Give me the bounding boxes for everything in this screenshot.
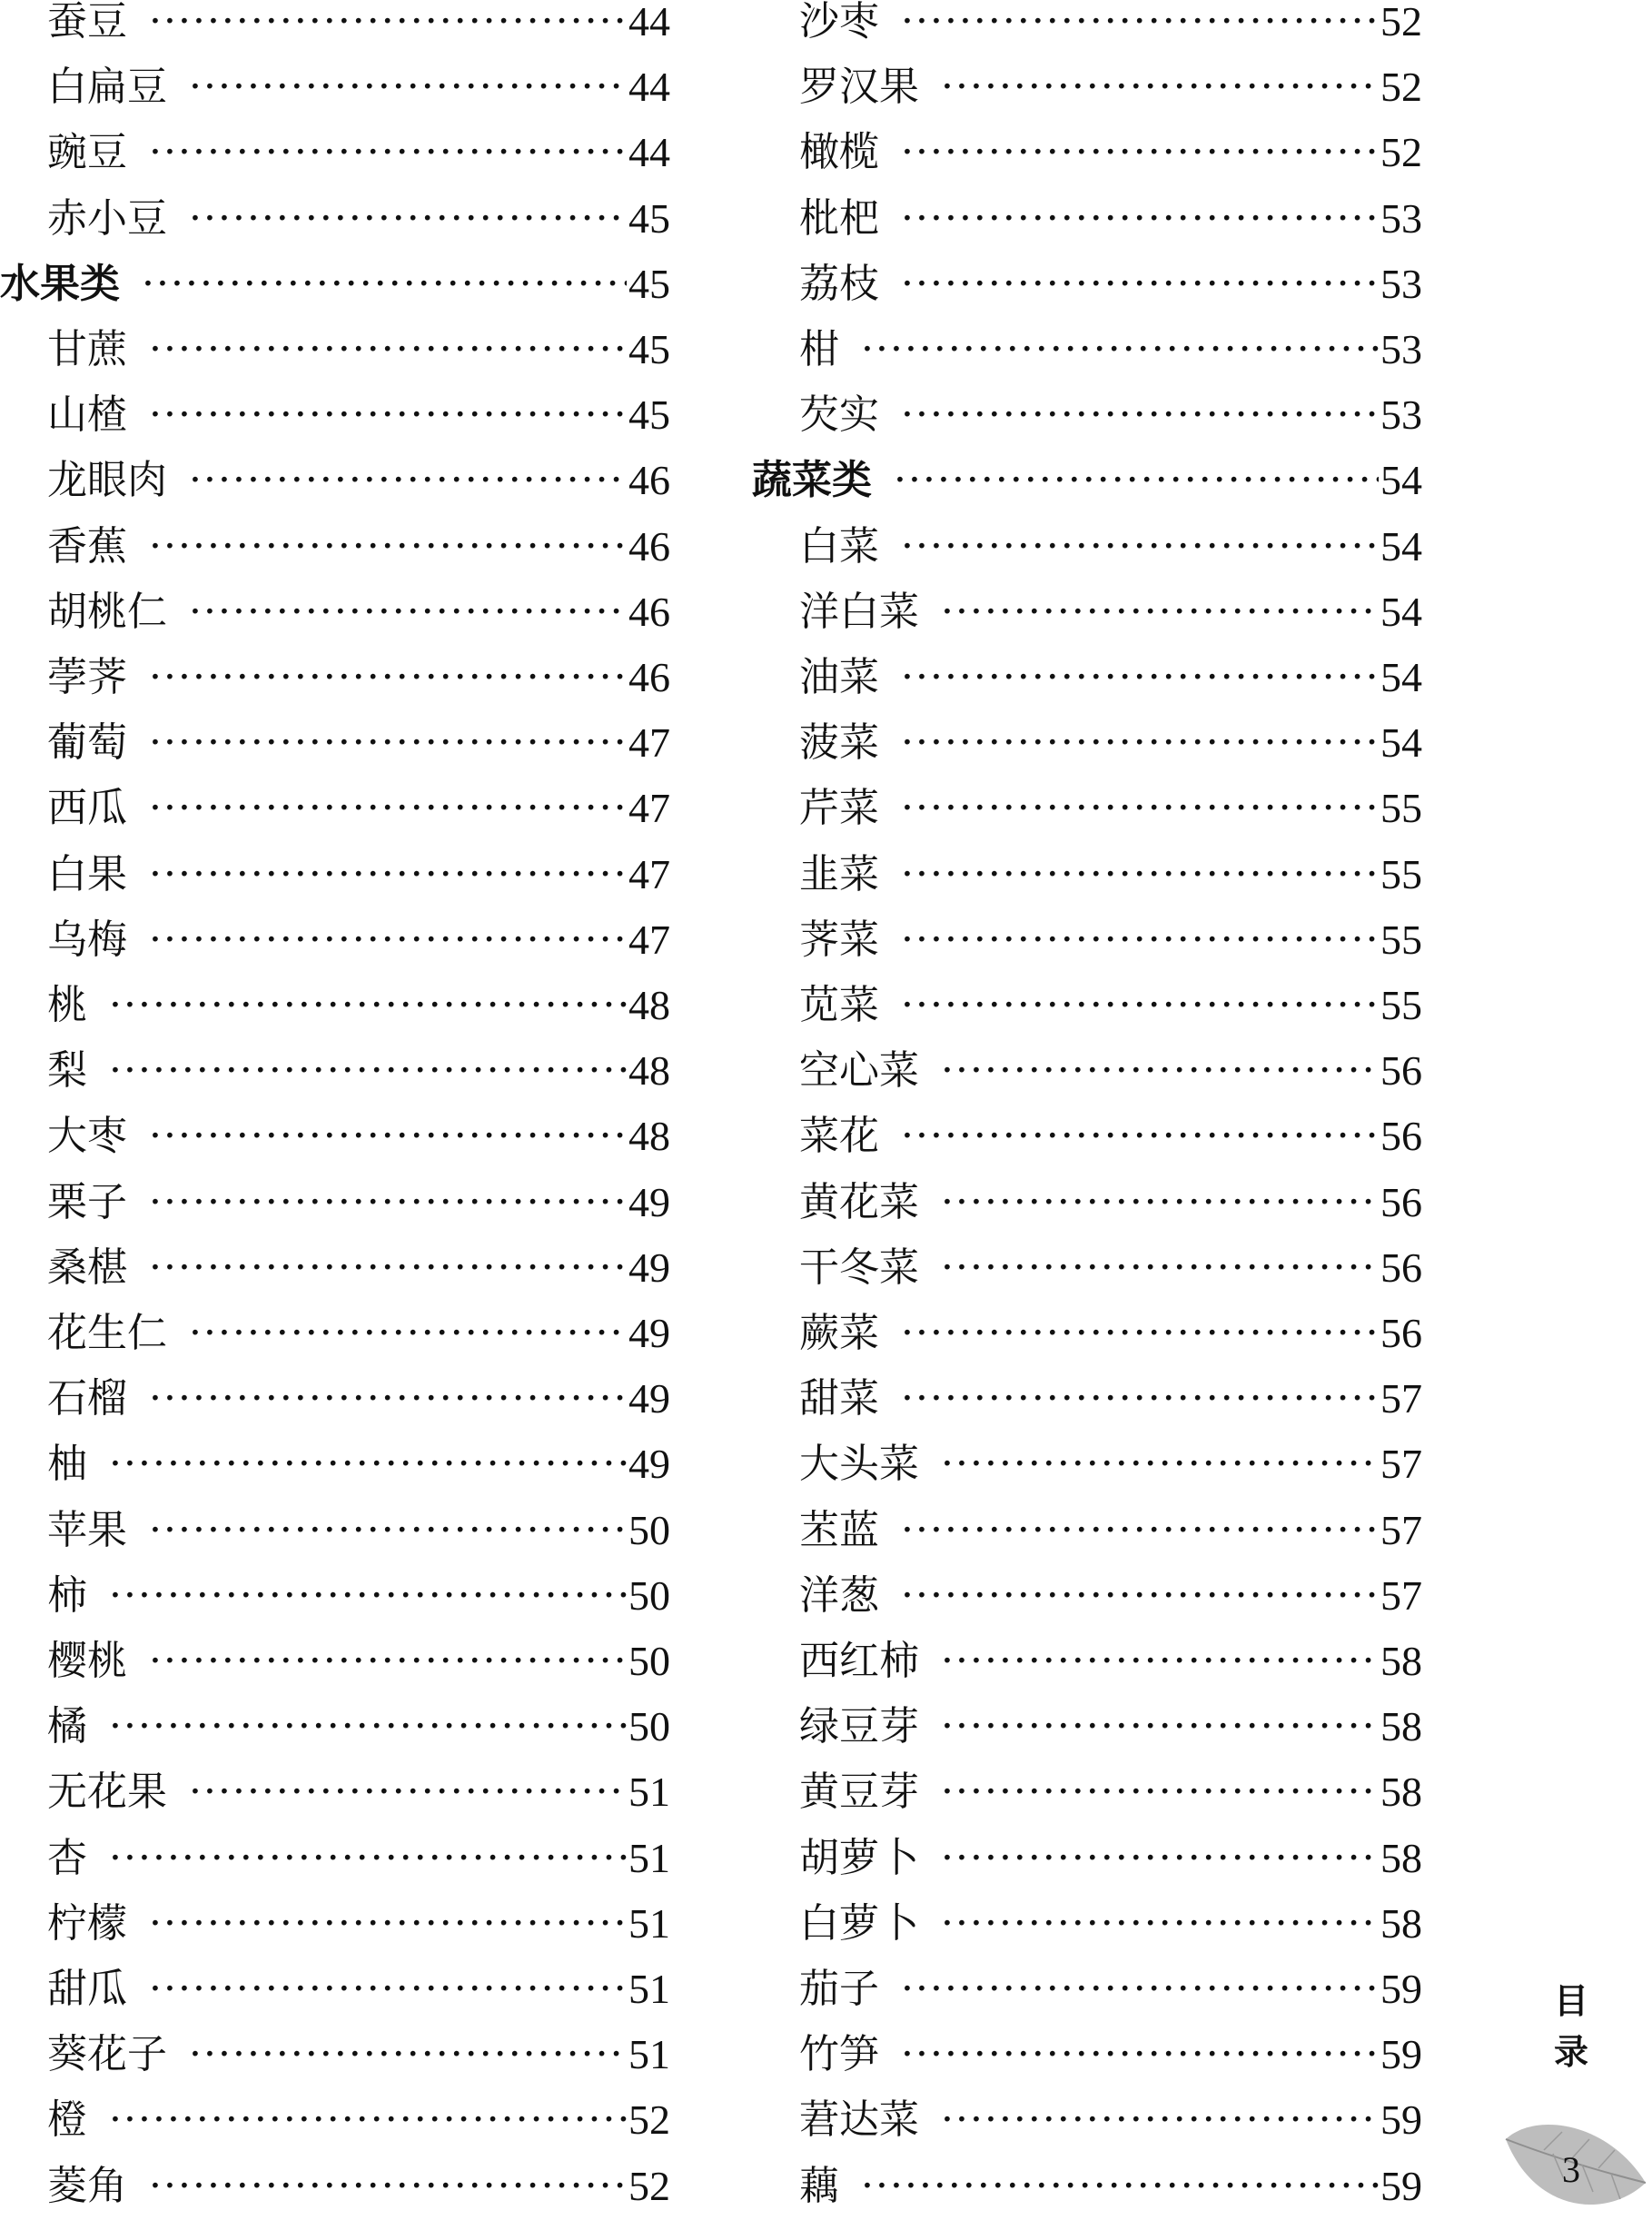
toc-entry — [0, 1694, 672, 1759]
toc-entry-label: 菜花 — [799, 1113, 879, 1160]
toc-entry-label: 白扁豆 — [47, 64, 167, 111]
dot-leader — [941, 1038, 1379, 1104]
toc-entry-label: 竹笋 — [799, 2031, 879, 2078]
toc-page-number: 53 — [1380, 326, 1422, 372]
toc-entry — [0, 0, 672, 55]
toc-page-number: 52 — [1380, 64, 1422, 111]
toc-entry — [752, 514, 1424, 580]
toc-entry — [0, 1563, 672, 1629]
toc-entry-label: 香蕉 — [47, 522, 127, 570]
dot-leader — [941, 2087, 1379, 2153]
toc-page-number: 59 — [1380, 2162, 1422, 2209]
toc-category — [752, 448, 1424, 513]
toc-entry — [0, 1104, 672, 1169]
dot-leader — [189, 186, 627, 252]
toc-entry — [752, 1104, 1424, 1169]
toc-entry-label: 梨 — [47, 1047, 87, 1095]
dot-leader — [109, 2087, 627, 2153]
dot-leader — [941, 1826, 1379, 1891]
dot-leader — [901, 1104, 1379, 1169]
toc-page-number: 46 — [628, 522, 670, 570]
toc-entry-label: 白果 — [47, 850, 127, 897]
toc-page-number: 53 — [1380, 194, 1422, 242]
section-tab-char-1: 目 — [1553, 1981, 1588, 2021]
toc-entry — [752, 186, 1424, 252]
dot-leader — [189, 1759, 627, 1825]
toc-entry-label: 蚕豆 — [47, 0, 127, 45]
toc-entry — [752, 1038, 1424, 1104]
toc-entry — [752, 580, 1424, 645]
dot-leader — [149, 514, 627, 580]
toc-entry-label: 柚 — [47, 1441, 87, 1488]
dot-leader — [149, 1498, 627, 1563]
toc-entry-label: 橙 — [47, 2096, 87, 2144]
toc-entry — [0, 776, 672, 841]
toc-entry-label: 绿豆芽 — [799, 1703, 919, 1750]
toc-entry-label: 甜菜 — [799, 1375, 879, 1422]
toc-entry — [0, 1432, 672, 1497]
toc-page-number: 51 — [628, 2031, 670, 2078]
toc-page-number: 50 — [628, 1703, 670, 1750]
toc-entry-label: 柑 — [799, 326, 839, 372]
toc-page-number: 59 — [1380, 1966, 1422, 2012]
dot-leader — [109, 1694, 627, 1759]
toc-page-number: 47 — [628, 719, 670, 767]
toc-page-number: 44 — [628, 0, 670, 45]
toc-entry — [0, 2087, 672, 2153]
toc-entry-label: 莙达菜 — [799, 2096, 919, 2144]
dot-leader — [901, 2022, 1379, 2087]
dot-leader — [149, 776, 627, 841]
toc-entry — [0, 907, 672, 973]
toc-entry — [752, 0, 1424, 55]
toc-entry-label: 山楂 — [47, 391, 127, 439]
dot-leader — [941, 55, 1379, 120]
dot-leader — [149, 0, 627, 55]
toc-entry — [0, 382, 672, 448]
toc-entry — [0, 973, 672, 1038]
toc-entry-label: 蕨菜 — [799, 1310, 879, 1356]
toc-page-number: 45 — [628, 260, 670, 307]
dot-leader — [189, 55, 627, 120]
toc-page-number: 48 — [628, 1113, 670, 1160]
toc-entry — [752, 1498, 1424, 1563]
toc-entry-label: 西瓜 — [47, 785, 127, 832]
toc-entry — [0, 514, 672, 580]
toc-entry — [752, 55, 1424, 120]
dot-leader — [189, 448, 627, 513]
toc-page-number: 57 — [1380, 1571, 1422, 1619]
toc-page-number: 59 — [1380, 2031, 1422, 2078]
dot-leader — [941, 1891, 1379, 1957]
toc-entry — [752, 907, 1424, 973]
toc-page-number: 44 — [628, 64, 670, 111]
toc-entry — [0, 1629, 672, 1694]
page-number: 3 — [1562, 2149, 1580, 2190]
toc-entry — [752, 252, 1424, 317]
toc-page-number: 50 — [628, 1571, 670, 1619]
toc-entry-label: 乌梅 — [47, 916, 127, 963]
toc-entry-label: 空心菜 — [799, 1047, 919, 1095]
dot-leader — [149, 120, 627, 185]
toc-entry — [0, 448, 672, 513]
toc-entry — [0, 1826, 672, 1891]
toc-entry-label: 干冬菜 — [799, 1244, 919, 1291]
toc-entry-label: 胡萝卜 — [799, 1834, 919, 1881]
dot-leader — [149, 1957, 627, 2022]
dot-leader — [149, 1366, 627, 1432]
dot-leader — [861, 317, 1379, 382]
toc-entry — [752, 1301, 1424, 1366]
dot-leader — [901, 710, 1379, 776]
toc-page-number: 48 — [628, 982, 670, 1028]
toc-entry-label: 藕 — [799, 2162, 839, 2209]
toc-entry-label: 苤蓝 — [799, 1506, 879, 1553]
toc-page-number: 45 — [628, 194, 670, 242]
dot-leader — [901, 776, 1379, 841]
dot-leader — [901, 252, 1379, 317]
toc-entry — [752, 776, 1424, 841]
toc-entry — [752, 2087, 1424, 2153]
dot-leader — [189, 580, 627, 645]
toc-page-number: 49 — [628, 1441, 670, 1488]
toc-entry-label: 枇杷 — [799, 194, 879, 242]
toc-page-number: 49 — [628, 1310, 670, 1356]
toc-entry-label: 白菜 — [799, 522, 879, 570]
toc-entry — [752, 1957, 1424, 2022]
toc-entry-label: 芹菜 — [799, 785, 879, 832]
dot-leader — [894, 448, 1379, 513]
toc-entry-label: 罗汉果 — [799, 64, 919, 111]
toc-entry — [0, 2154, 672, 2219]
toc-entry-label: 豌豆 — [47, 129, 127, 176]
toc-page-number: 53 — [1380, 260, 1422, 307]
dot-leader — [861, 2154, 1379, 2219]
toc-entry — [0, 1759, 672, 1825]
toc-entry — [0, 186, 672, 252]
toc-entry-label: 芡实 — [799, 391, 879, 439]
toc-entry-label: 菠菜 — [799, 719, 879, 767]
dot-leader — [189, 2022, 627, 2087]
dot-leader — [109, 1432, 627, 1497]
toc-entry — [752, 1759, 1424, 1825]
toc-entry — [0, 55, 672, 120]
dot-leader — [901, 907, 1379, 973]
toc-page-number: 44 — [628, 129, 670, 176]
toc-page-number: 58 — [1380, 1834, 1422, 1881]
toc-entry — [752, 710, 1424, 776]
toc-page-number: 56 — [1380, 1244, 1422, 1291]
toc-page-number: 55 — [1380, 982, 1422, 1028]
toc-entry-label: 荸荠 — [47, 654, 127, 700]
dot-leader — [941, 1759, 1379, 1825]
toc-page-number: 45 — [628, 326, 670, 372]
dot-leader — [149, 1891, 627, 1957]
toc-page-number: 48 — [628, 1047, 670, 1095]
toc-entry-label: 石榴 — [47, 1375, 127, 1422]
dot-leader — [149, 1104, 627, 1169]
toc-entry-label: 胡桃仁 — [47, 588, 167, 635]
toc-entry — [752, 1170, 1424, 1235]
toc-category-label: 水果类 — [0, 260, 120, 307]
toc-entry-label: 西红柿 — [799, 1638, 919, 1684]
toc-entry-label: 樱桃 — [47, 1638, 127, 1684]
toc-entry-label: 橄榄 — [799, 129, 879, 176]
toc-page-number: 58 — [1380, 1899, 1422, 1947]
toc-page-number: 57 — [1380, 1441, 1422, 1488]
toc-entry — [0, 1235, 672, 1301]
toc-entry — [0, 2022, 672, 2087]
toc-entry — [752, 842, 1424, 907]
toc-page-number: 54 — [1380, 522, 1422, 570]
toc-entry — [0, 645, 672, 710]
toc-page-number: 50 — [628, 1638, 670, 1684]
toc-page-number: 54 — [1380, 654, 1422, 700]
toc-entry-label: 栗子 — [47, 1178, 127, 1225]
dot-leader — [189, 1301, 627, 1366]
toc-entry-label: 黄花菜 — [799, 1178, 919, 1225]
dot-leader — [149, 710, 627, 776]
toc-page-number: 52 — [1380, 129, 1422, 176]
toc-page-number: 56 — [1380, 1047, 1422, 1095]
toc-page-number: 49 — [628, 1178, 670, 1225]
dot-leader — [941, 1694, 1379, 1759]
dot-leader — [901, 514, 1379, 580]
toc-entry-label: 甜瓜 — [47, 1966, 127, 2012]
toc-entry-label: 黄豆芽 — [799, 1769, 919, 1816]
toc-entry-label: 花生仁 — [47, 1310, 167, 1356]
toc-page-number: 54 — [1380, 719, 1422, 767]
toc-page-number: 53 — [1380, 391, 1422, 439]
toc-entry-label: 大头菜 — [799, 1441, 919, 1488]
dot-leader — [941, 1235, 1379, 1301]
toc-page-number: 54 — [1380, 588, 1422, 635]
toc-entry — [0, 580, 672, 645]
toc-entry-label: 龙眼肉 — [47, 457, 167, 504]
toc-entry — [752, 2154, 1424, 2219]
toc-entry-label: 桑椹 — [47, 1244, 127, 1291]
dot-leader — [109, 1826, 627, 1891]
dot-leader — [149, 382, 627, 448]
toc-entry-label: 桃 — [47, 982, 87, 1028]
toc-entry-label: 白萝卜 — [799, 1899, 919, 1947]
toc-entry-label: 洋白菜 — [799, 588, 919, 635]
toc-page-number: 49 — [628, 1375, 670, 1422]
toc-entry-label: 无花果 — [47, 1769, 167, 1816]
dot-leader — [142, 252, 627, 317]
toc-entry-label: 荠菜 — [799, 916, 879, 963]
dot-leader — [941, 580, 1379, 645]
toc-entry — [0, 1498, 672, 1563]
toc-entry — [0, 1891, 672, 1957]
toc-entry — [752, 1366, 1424, 1432]
dot-leader — [149, 2154, 627, 2219]
toc-page-number: 47 — [628, 850, 670, 897]
toc-entry-label: 苹果 — [47, 1506, 127, 1553]
dot-leader — [901, 1366, 1379, 1432]
toc-page-number: 52 — [628, 2162, 670, 2209]
dot-leader — [901, 1498, 1379, 1563]
toc-page-number: 58 — [1380, 1703, 1422, 1750]
toc-entry — [0, 1366, 672, 1432]
toc-entry — [0, 1038, 672, 1104]
dot-leader — [901, 842, 1379, 907]
dot-leader — [109, 1563, 627, 1629]
toc-page-number: 58 — [1380, 1769, 1422, 1816]
toc-entry-label: 柠檬 — [47, 1899, 127, 1947]
dot-leader — [901, 186, 1379, 252]
toc-entry — [0, 120, 672, 185]
toc-page-number: 46 — [628, 457, 670, 504]
toc-entry — [752, 120, 1424, 185]
toc-entry — [0, 317, 672, 382]
toc-entry-label: 洋葱 — [799, 1571, 879, 1619]
toc-entry — [752, 1694, 1424, 1759]
toc-entry-label: 大枣 — [47, 1113, 127, 1160]
toc-page-number: 49 — [628, 1244, 670, 1291]
toc-entry — [752, 1432, 1424, 1497]
toc-entry-label: 赤小豆 — [47, 194, 167, 242]
toc-entry — [752, 382, 1424, 448]
toc-page-number: 55 — [1380, 916, 1422, 963]
toc-entry — [752, 317, 1424, 382]
toc-entry — [752, 1826, 1424, 1891]
toc-page-number: 47 — [628, 916, 670, 963]
toc-page-number: 51 — [628, 1769, 670, 1816]
dot-leader — [901, 0, 1379, 55]
toc-page-number: 51 — [628, 1899, 670, 1947]
toc-entry — [0, 1170, 672, 1235]
toc-entry — [0, 842, 672, 907]
dot-leader — [941, 1629, 1379, 1694]
toc-page-number: 55 — [1380, 850, 1422, 897]
toc-entry — [0, 710, 672, 776]
dot-leader — [149, 645, 627, 710]
toc-page-number: 52 — [628, 2096, 670, 2144]
dot-leader — [149, 317, 627, 382]
dot-leader — [149, 907, 627, 973]
toc-page-number: 57 — [1380, 1506, 1422, 1553]
toc-entry-label: 韭菜 — [799, 850, 879, 897]
toc-entry — [752, 645, 1424, 710]
dot-leader — [901, 1957, 1379, 2022]
toc-entry — [752, 2022, 1424, 2087]
dot-leader — [901, 645, 1379, 710]
toc-page-number: 56 — [1380, 1178, 1422, 1225]
toc-page-number: 54 — [1380, 457, 1422, 504]
toc-entry-label: 葡萄 — [47, 719, 127, 767]
toc-page-number: 47 — [628, 785, 670, 832]
toc-entry-label: 沙枣 — [799, 0, 879, 45]
toc-page-number: 46 — [628, 588, 670, 635]
toc-page-number: 56 — [1380, 1310, 1422, 1356]
toc-page-number: 57 — [1380, 1375, 1422, 1422]
toc-entry — [0, 1957, 672, 2022]
toc-entry — [752, 1563, 1424, 1629]
dot-leader — [941, 1432, 1379, 1497]
toc-entry-label: 茄子 — [799, 1966, 879, 2012]
dot-leader — [149, 1629, 627, 1694]
toc-entry — [752, 973, 1424, 1038]
toc-page-number: 52 — [1380, 0, 1422, 45]
toc-entry-label: 杏 — [47, 1834, 87, 1881]
toc-page-number: 56 — [1380, 1113, 1422, 1160]
dot-leader — [109, 1038, 627, 1104]
toc-entry — [752, 1235, 1424, 1301]
dot-leader — [149, 842, 627, 907]
dot-leader — [901, 1563, 1379, 1629]
dot-leader — [901, 973, 1379, 1038]
toc-entry — [0, 1301, 672, 1366]
toc-page-number: 45 — [628, 391, 670, 439]
section-tab-char-2: 录 — [1553, 2032, 1588, 2072]
dot-leader — [901, 382, 1379, 448]
toc-entry-label: 荔枝 — [799, 260, 879, 307]
dot-leader — [941, 1170, 1379, 1235]
toc-entry-label: 橘 — [47, 1703, 87, 1750]
toc-page-number: 46 — [628, 654, 670, 700]
dot-leader — [149, 1170, 627, 1235]
dot-leader — [901, 120, 1379, 185]
dot-leader — [149, 1235, 627, 1301]
toc-category-label: 蔬菜类 — [752, 457, 872, 504]
toc-entry-label: 油菜 — [799, 654, 879, 700]
toc-entry-label: 苋菜 — [799, 982, 879, 1028]
toc-page-number: 59 — [1380, 2096, 1422, 2144]
toc-page-number: 55 — [1380, 785, 1422, 832]
toc-entry-label: 菱角 — [47, 2162, 127, 2209]
toc-page-number: 58 — [1380, 1638, 1422, 1684]
toc-entry-label: 葵花子 — [47, 2031, 167, 2078]
section-tab — [1544, 1976, 1598, 2077]
toc-page-number: 51 — [628, 1834, 670, 1881]
toc-page-number: 51 — [628, 1966, 670, 2012]
toc-entry-label: 柿 — [47, 1571, 87, 1619]
toc-entry — [752, 1629, 1424, 1694]
dot-leader — [109, 973, 627, 1038]
toc-entry-label: 甘蔗 — [47, 326, 127, 372]
toc-entry — [752, 1891, 1424, 1957]
dot-leader — [901, 1301, 1379, 1366]
toc-category — [0, 252, 672, 317]
toc-page-number: 50 — [628, 1506, 670, 1553]
